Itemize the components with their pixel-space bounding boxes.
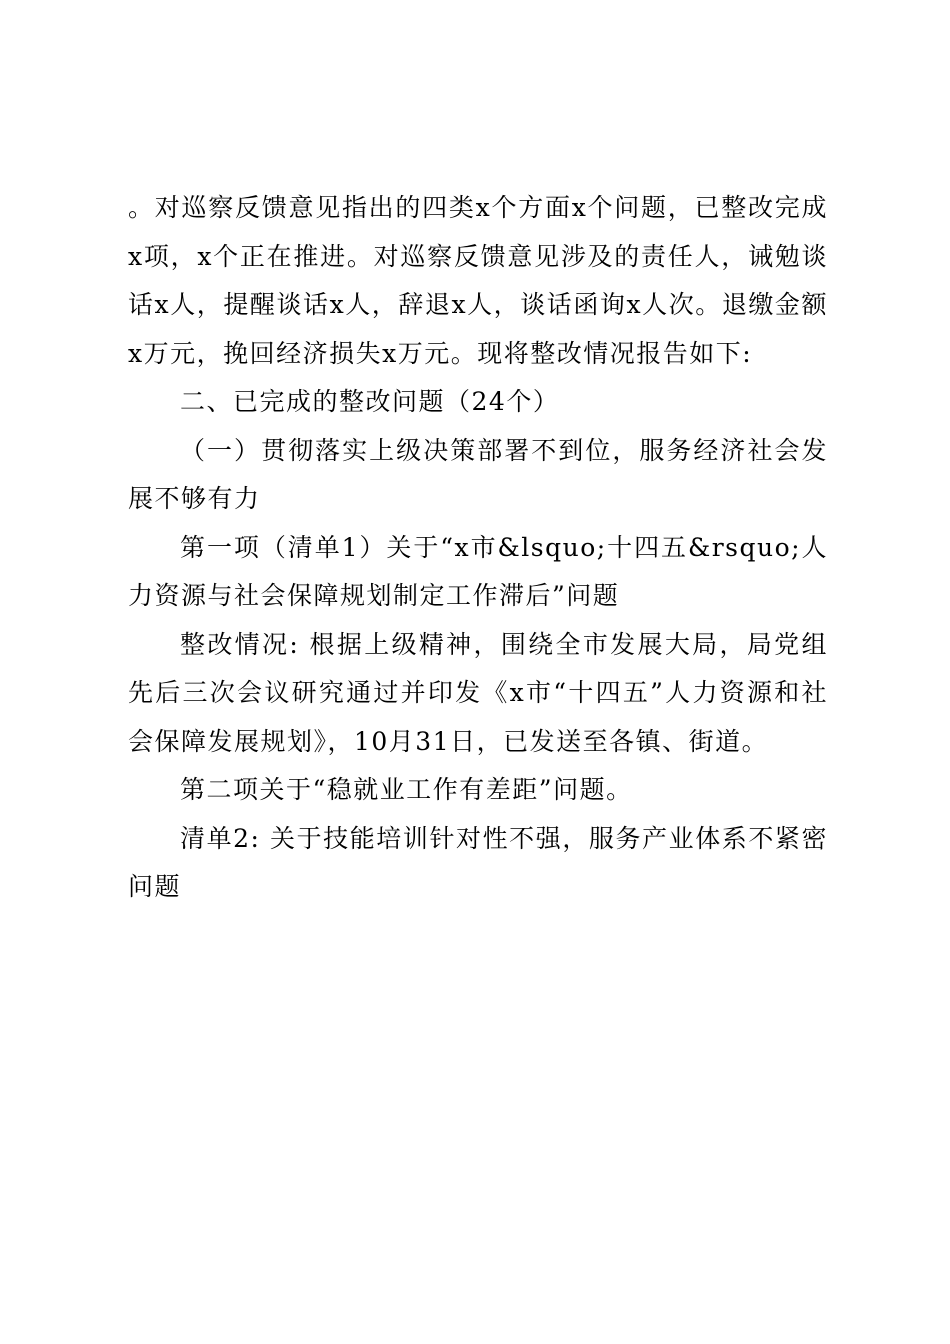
- section-heading-completed: 二、已完成的整改问题（24个）: [180, 387, 560, 416]
- list-2-title: 清单2: 关于技能培训针对性不强，服务产业体系不紧密问题: [128, 823, 828, 901]
- intro-paragraph: 。对巡察反馈意见指出的四类x个方面x个问题，已整改完成x项，x个正在推进。对巡察反馈意见涉及的责任人，诫勉谈话x人，提醒谈话x人，辞退x人，谈话函询x人次。退缴金额x万元，挽回经济损失x万元。现将整改情况报告如下:: [128, 193, 828, 368]
- item-2-title: 第二项关于“稳就业工作有差距”问题。: [180, 775, 633, 804]
- subsection-heading-1: （一）贯彻落实上级决策部署不到位，服务经济社会发展不够有力: [128, 435, 828, 513]
- document-body: [128, 184, 828, 912]
- item-1-title: 第一项（清单1）关于“x市&lsquo;十四五&rsquo;人力资源与社会保障规划制定工作滞后”问题: [128, 532, 828, 610]
- item-1-rectification: 整改情况: 根据上级精神，围绕全市发展大局，局党组先后三次会议研究通过并印发《x市“十四五”人力资源和社会保障发展规划》，10月31日，已发送至各镇、街道。: [128, 629, 828, 756]
